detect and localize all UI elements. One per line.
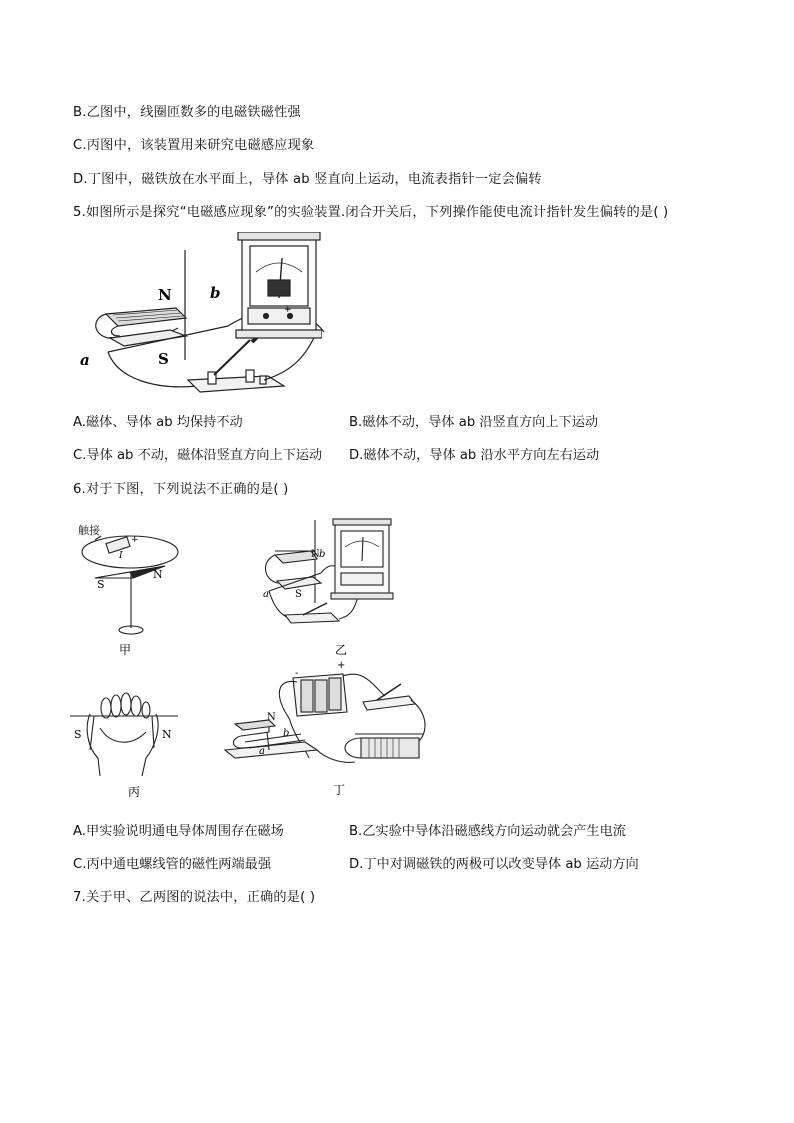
galvanometer-plus-label: + [284,305,292,315]
ding-plus-label: + [337,660,346,671]
q5-option-d: D.磁体不动，导体 ab 沿水平方向左右运动 [349,448,600,463]
ding-a-label: a [259,746,265,757]
figure-jia [75,518,185,658]
ding-b-label: b [283,728,290,739]
q6-option-b: B.乙实验中导体沿磁感线方向运动就会产生电流 [349,824,626,839]
question-5: 5.如图所示是探究“电磁感应现象”的实验装置.闭合开关后，下列操作能使电流计指针发生偏转的是( ) [73,205,669,220]
line-option-d: D.丁图中，磁铁放在水平面上，导体 ab 竖直向上运动，电流表指针一定会偏转 [73,172,542,187]
question-7: 7.关于甲、乙两图的说法中，正确的是( ) [73,890,316,905]
ding-caption: 丁 [333,783,346,797]
jia-s-label: S [97,578,105,591]
q6-option-c: C.丙中通电螺线管的磁性两端最强 [73,857,272,872]
magnet-s-label: S [158,350,169,368]
current-i-label: I [119,551,123,561]
jia-caption: 甲 [119,643,132,657]
yi-s-label: S [295,589,302,600]
figure-ding [205,638,435,798]
ding-n-label: N [267,712,276,723]
galvanometer-q5 [232,232,322,344]
q6-option-a: A.甲实验说明通电导体周围存在磁场 [73,824,284,839]
yi-a-label: a [263,589,269,600]
yi-b-label: b [319,549,326,560]
touch-label: 触接 [78,524,100,537]
figure-yi [255,515,425,635]
conductor-b-label: b [210,284,221,302]
q5-option-c: C.导体 ab 不动，磁体沿竖直方向上下运动 [73,448,323,463]
q5-option-a: A.磁体、导体 ab 均保持不动 [73,415,243,430]
yi-n-label: N [311,549,320,560]
figure-bing [70,688,190,800]
q5-option-b: B.磁体不动，导体 ab 沿竖直方向上下运动 [349,415,599,430]
magnet-n-label: N [158,286,172,304]
bing-n-label: N [162,728,172,741]
conductor-a-label: a [80,351,90,369]
yi-caption: 乙 [335,643,348,657]
line-option-c: C.丙图中，该装置用来研究电磁感应现象 [73,138,315,153]
question-6: 6.对于下图，下列说法不正确的是( ) [73,482,289,497]
bing-caption: 丙 [128,785,141,799]
jia-plus-label: + [131,535,139,545]
jia-n-label: N [153,568,163,581]
bing-s-label: S [74,728,82,741]
line-option-b: B.乙图中，线圈匝数多的电磁铁磁性强 [73,105,301,120]
ding-minus-label: - [295,668,299,679]
q6-option-d: D.丁中对调磁铁的两极可以改变导体 ab 运动方向 [349,857,639,872]
